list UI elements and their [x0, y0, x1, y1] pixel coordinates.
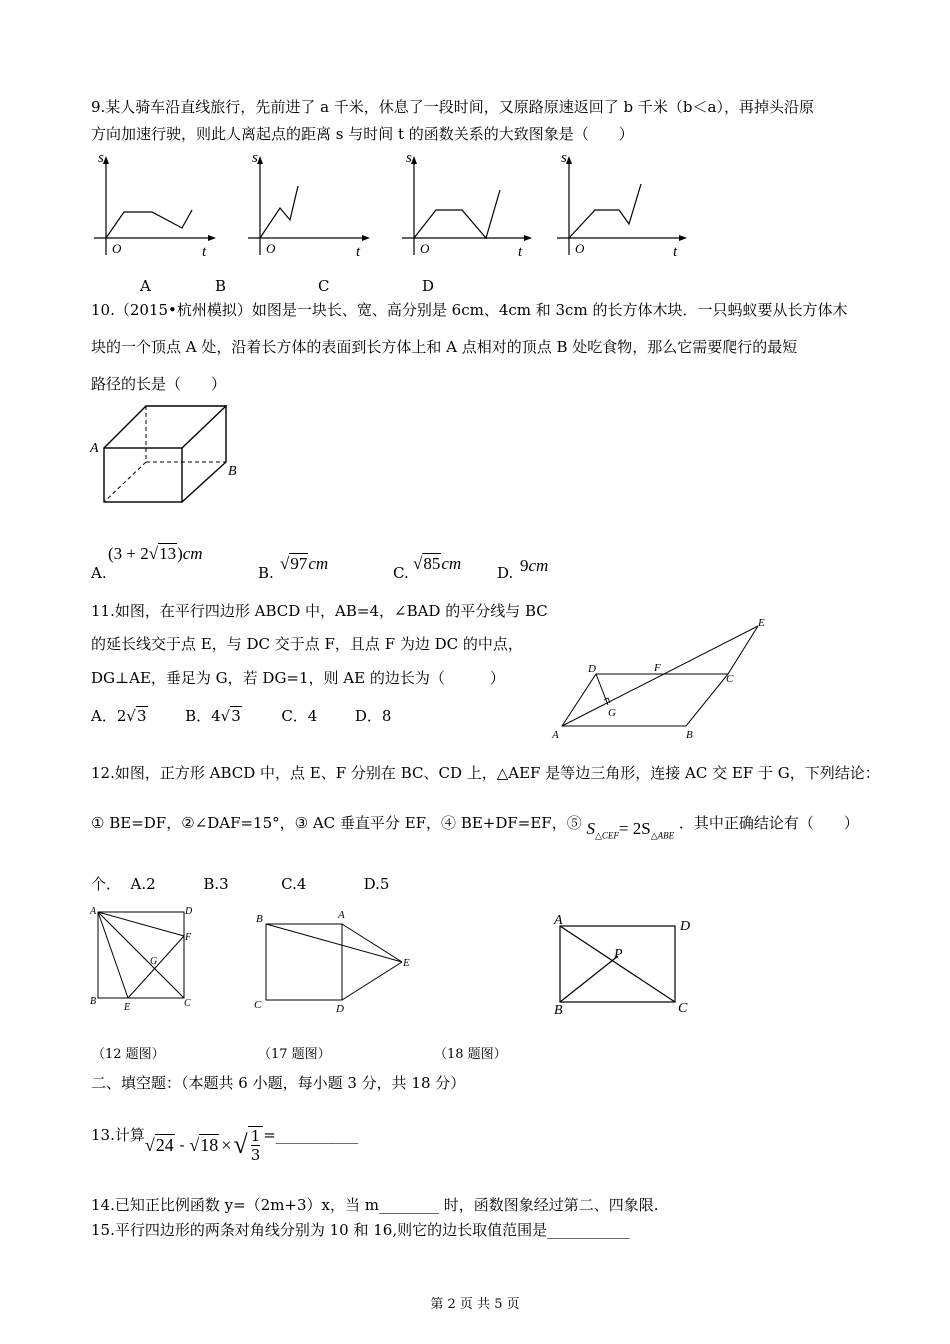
q17-label-a: A: [338, 909, 345, 921]
q9c-t-label: t: [518, 244, 523, 260]
q12-eq: = 2S: [618, 819, 651, 838]
q9c-o-label: O: [420, 241, 430, 256]
q12-line2-pre: ① BE=DF，②∠DAF=15°，③ AC 垂直平分 EF，④ BE+DF=EF，⑤: [91, 814, 582, 832]
q10-d-unit: cm: [528, 556, 549, 575]
q11-label-g: G: [608, 707, 616, 719]
q10-d-val: 9: [520, 556, 529, 575]
sqrt-icon: √: [413, 554, 423, 573]
q10-label-a: A: [90, 441, 99, 456]
page-footer: 第 2 页 共 5 页: [430, 1297, 520, 1312]
q17-label-d: D: [336, 1003, 344, 1015]
q12-label-a: A: [90, 906, 97, 917]
q9-option-a: A: [140, 277, 151, 295]
q13-suffix: =___________: [263, 1126, 359, 1144]
q12-label-e: E: [124, 1002, 131, 1013]
q12-sub2: △ABE: [650, 830, 675, 841]
q10-cuboid-figure: [88, 400, 248, 510]
q12-square-figure: [88, 902, 208, 1014]
caption-18: （18 题图）: [434, 1047, 507, 1062]
q9-graph-c: [400, 150, 540, 265]
q9b-o-label: O: [266, 241, 276, 256]
q12-label-f: F: [185, 932, 192, 943]
q9d-t-label: t: [673, 244, 678, 260]
q18-label-b: B: [554, 1003, 563, 1018]
q9-line2: 方向加速行驶，则此人离起点的距离 s 与时间 t 的函数关系的大致图象是（ ）: [91, 125, 634, 143]
q9-option-b: B: [215, 277, 227, 295]
q9-graph-b: [246, 150, 376, 265]
q10-line2: 块的一个顶点 A 处，沿着长方体的表面到长方体上和 A 点相对的顶点 B 处吃食物，那么它需要爬行的最短: [91, 338, 798, 356]
q18-label-p: P: [614, 947, 623, 962]
q12-sub1: △CEF: [595, 830, 619, 841]
q11-line1: 11.如图，在平行四边形 ABCD 中，AB=4，∠BAD 的平分线与 BC: [91, 602, 548, 620]
q10-a-pre: (3 + 2: [108, 544, 149, 563]
q11-a-rad: 3: [136, 707, 147, 725]
q9a-s-label: s: [98, 150, 104, 166]
q10-option-d-label: D.: [497, 564, 514, 582]
q11-parallelogram-figure: [550, 612, 780, 744]
q12-label-d: D: [185, 906, 193, 917]
q12-label-g: G: [150, 956, 158, 967]
q13-fraction: [248, 1126, 264, 1164]
q10-a-unit: cm: [182, 544, 203, 563]
q10-c-unit: cm: [441, 554, 462, 573]
q11-option-c: C．4: [281, 707, 318, 725]
q13: [91, 1118, 358, 1172]
q12-s1: S: [586, 819, 595, 838]
q10-b-rad: 97: [290, 554, 308, 573]
q10-line3: 路径的长是（ ）: [91, 375, 227, 393]
caption-17: （17 题图）: [258, 1047, 331, 1062]
q10-option-d-expr: [520, 556, 548, 576]
q15: 15.平行四边形的两条对角线分别为 10 和 16,则它的边长取值范围是___________: [91, 1221, 630, 1239]
q9c-s-label: s: [406, 150, 412, 166]
q13-times: ×: [221, 1134, 232, 1155]
q9d-s-label: s: [561, 150, 567, 166]
q11-options: [91, 706, 391, 726]
q9a-o-label: O: [112, 241, 122, 256]
q11-option-b: B．4: [185, 707, 221, 725]
q11-label-d: D: [588, 663, 596, 675]
q12-label-c: C: [184, 998, 191, 1009]
q14: 14.已知正比例函数 y=（2m+3）x，当 m________ 时，函数图象经过第二、四象限.: [91, 1196, 659, 1214]
q18-label-d: D: [680, 919, 691, 934]
q9-line1: 9.某人骑车沿直线旅行，先前进了 a 千米，休息了一段时间，又原路原速返回了 b 千米（b＜a），再掉头沿原: [91, 98, 814, 116]
q10-label-b: B: [228, 464, 237, 479]
q12-area-formula: [586, 819, 675, 841]
q17-figure: [250, 904, 420, 1016]
sqrt-icon: √: [233, 1130, 248, 1159]
q11-b-rad: 3: [231, 707, 241, 725]
q9-graph-a: [92, 150, 222, 265]
sqrt-icon: √: [189, 1134, 200, 1155]
q9-graph-d: [555, 150, 695, 265]
q10-option-b-expr: [280, 554, 328, 574]
q11-line3: DG⊥AE，垂足为 G，若 DG=1，则 AE 的边长为（ ）: [91, 669, 505, 687]
q17-label-b: B: [256, 913, 263, 925]
q13-r1: 24: [155, 1135, 174, 1155]
q11-option-a: A．2: [91, 707, 127, 725]
q17-label-e: E: [403, 957, 410, 969]
q18-label-a: A: [554, 913, 563, 928]
q9b-s-label: s: [252, 150, 258, 166]
q10-b-unit: cm: [308, 554, 329, 573]
q12-line2-post: ．其中正确结论有（ ）: [678, 814, 859, 832]
q11-label-f: F: [654, 662, 661, 674]
q10-a-post: ): [177, 544, 183, 563]
q13-r2: 18: [200, 1135, 219, 1155]
sqrt-icon: √: [148, 544, 159, 563]
q10-a-rad: 13: [159, 544, 177, 563]
sqrt-icon: √: [126, 707, 136, 725]
sqrt-icon: √: [220, 707, 231, 725]
q13-denominator: 3: [250, 1146, 261, 1164]
q10-option-c-expr: [413, 554, 461, 574]
q12-line1: 12.如图，正方形 ABCD 中，点 E、F 分别在 BC、CD 上，△AEF 是等边三角形，连接 AC 交 EF 于 G，下列结论：: [91, 764, 880, 782]
q9-option-d: D: [422, 277, 435, 295]
q10-c-rad: 85: [423, 554, 441, 573]
caption-12: （12 题图）: [92, 1047, 165, 1062]
q12-label-b: B: [90, 996, 97, 1007]
q12-line3: 个． A.2 B.3 C.4 D.5: [91, 875, 390, 893]
q9d-o-label: O: [575, 241, 585, 256]
q11-option-d: D．8: [354, 707, 392, 725]
q10-option-a-label: A.: [91, 564, 107, 582]
q11-label-c: C: [726, 673, 734, 685]
q11-label-a: A: [552, 729, 559, 741]
q13-numerator: 1: [250, 1127, 261, 1145]
q11-line2: 的延长线交于点 E，与 DC 交于点 F，且点 F 为边 DC 的中点，: [91, 635, 523, 653]
q17-label-c: C: [254, 999, 262, 1011]
q18-label-c: C: [678, 1001, 688, 1016]
q10-line1: 10.（2015•杭州模拟）如图是一块长、宽、高分别是 6cm、4cm 和 3cm 的长方体木块．一只蚂蚁要从长方体木: [91, 301, 848, 319]
q10-option-c-label: C.: [393, 564, 409, 582]
section2-heading: 二、填空题：（本题共 6 小题，每小题 3 分，共 18 分）: [91, 1074, 466, 1092]
sqrt-icon: √: [280, 554, 290, 573]
q18-figure: [550, 910, 700, 1020]
q10-option-b-label: B.: [258, 564, 274, 582]
q10-option-a-expr: [108, 544, 203, 564]
q13-prefix: 13.计算: [91, 1126, 145, 1144]
q9a-t-label: t: [202, 244, 207, 260]
q12-line2: [91, 813, 859, 839]
q9b-t-label: t: [356, 244, 361, 260]
q9-option-c: C: [318, 277, 330, 295]
q13-minus: -: [174, 1136, 190, 1154]
q11-label-b: B: [686, 729, 693, 741]
q11-label-e: E: [758, 617, 765, 629]
sqrt-icon: √: [144, 1134, 155, 1155]
